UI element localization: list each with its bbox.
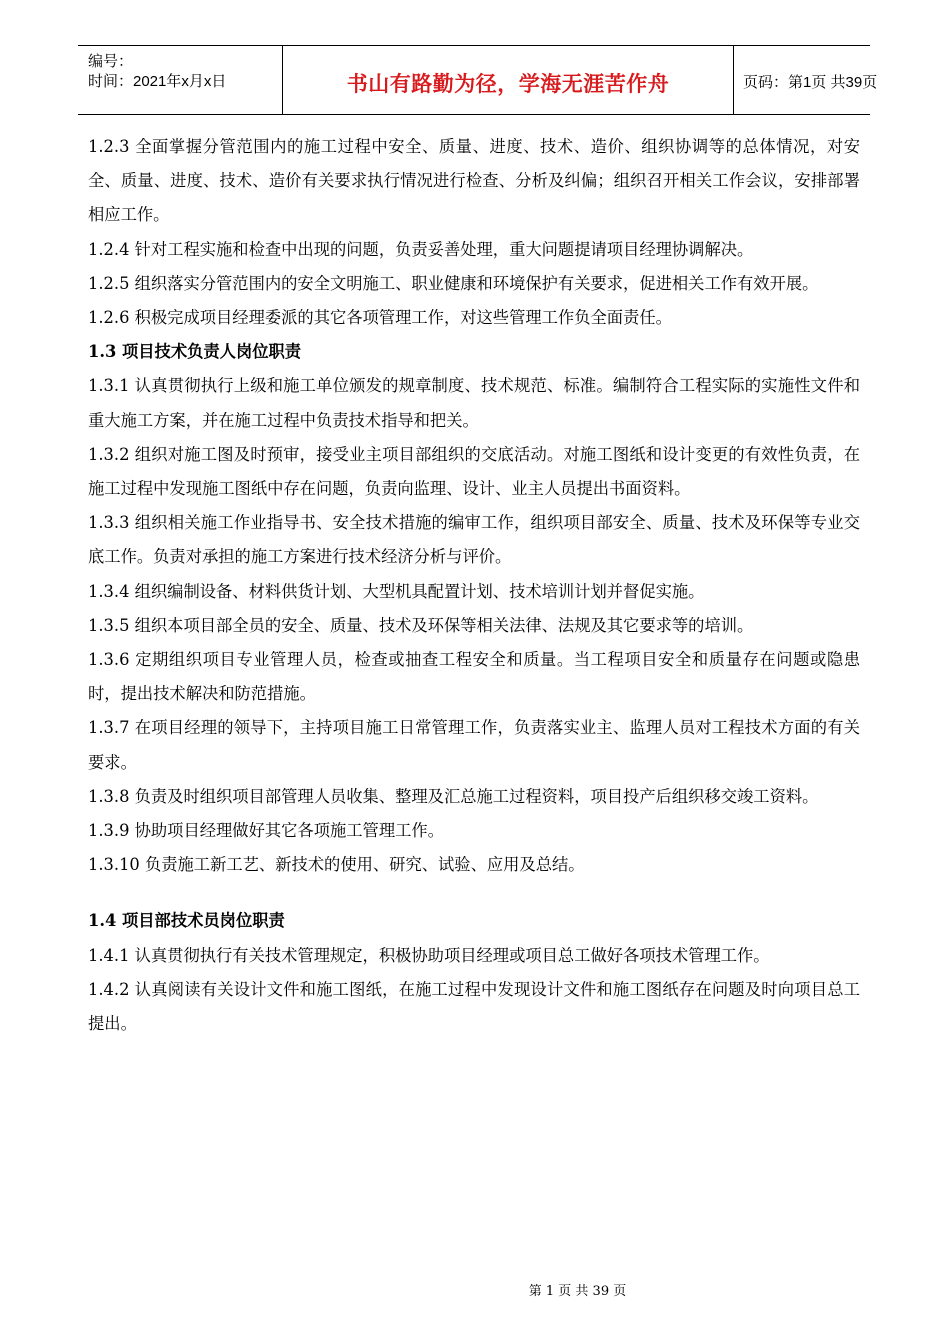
page-header [78, 45, 878, 115]
header-page-cell [733, 46, 878, 114]
section-spacer [88, 882, 860, 904]
page-footer [0, 1280, 950, 1299]
document-number-label: 编号： [88, 53, 134, 70]
paragraph-1-3-4: 1.3.4 组织编制设备、材料供货计划、大型机具配置计划、技术培训计划并督促实施。 [88, 581, 705, 601]
footer-page-number: 第 1 页 共 39 页 [528, 1284, 627, 1299]
header-motto: 书山有路勤为径，学海无涯苦作舟 [346, 72, 670, 96]
header-motto-cell [282, 46, 734, 114]
paragraph-1-4-1: 1.4.1 认真贯彻执行有关技术管理规定，积极协助项目经理或项目总工做好各项技术管理工作。 [88, 945, 770, 965]
paragraph-1-3-1: 1.3.1 认真贯彻执行上级和施工单位颁发的规章制度、技术规范、标准。编制符合工程实际的实施性文件和重大施工方案，并在施工过程中负责技术指导和把关。 [88, 376, 860, 430]
paragraph-1-3-3: 1.3.3 组织相关施工作业指导书、安全技术措施的编审工作，组织项目部安全、质量、技术及环保等专业交底工作。负责对承担的施工方案进行技术经济分析与评价。 [88, 513, 860, 567]
paragraph-1-2-6: 1.2.6 积极完成项目经理委派的其它各项管理工作，对这些管理工作负全面责任。 [88, 308, 672, 328]
paragraph-1-3-10: 1.3.10 负责施工新工艺、新技术的使用、研究、试验、应用及总结。 [88, 855, 585, 875]
header-page-info: 页码：第1页 共39页 [743, 74, 878, 91]
paragraph-1-2-3: 1.2.3 全面掌握分管范围内的施工过程中安全、质量、进度、技术、造价、组织协调等的总体情况，对安全、质量、进度、技术、造价有关要求执行情况进行检查、分析及纠偏；组织召开相关工作会议，安排部署相应工作。 [88, 137, 860, 225]
paragraph-1-3-9: 1.3.9 协助项目经理做好其它各项施工管理工作。 [88, 821, 444, 841]
document-body [88, 130, 860, 1041]
document-date-label: 时间：2021年x月x日 [88, 73, 227, 90]
section-heading-1-3: 1.3 项目技术负责人岗位职责 [88, 342, 302, 362]
paragraph-1-2-4: 1.2.4 针对工程实施和检查中出现的问题，负责妥善处理，重大问题提请项目经理协调解决。 [88, 239, 754, 259]
paragraph-1-4-2: 1.4.2 认真阅读有关设计文件和施工图纸，在施工过程中发现设计文件和施工图纸存在问题及时向项目总工提出。 [88, 979, 860, 1034]
paragraph-1-2-5: 1.2.5 组织落实分管范围内的安全文明施工、职业健康和环境保护有关要求，促进相关工作有效开展。 [88, 273, 819, 293]
paragraph-1-3-6: 1.3.6 定期组织项目专业管理人员，检查或抽查工程安全和质量。当工程项目安全和质量存在问题或隐患时，提出技术解决和防范措施。 [88, 650, 860, 704]
header-meta-cell [78, 46, 282, 114]
paragraph-1-3-5: 1.3.5 组织本项目部全员的安全、质量、技术及环保等相关法律、法规及其它要求等的培训。 [88, 615, 754, 635]
paragraph-1-3-8: 1.3.8 负责及时组织项目部管理人员收集、整理及汇总施工过程资料，项目投产后组织移交竣工资料。 [88, 786, 819, 806]
paragraph-1-3-7: 1.3.7 在项目经理的领导下，主持项目施工日常管理工作，负责落实业主、监理人员对工程技术方面的有关要求。 [88, 718, 860, 772]
paragraph-1-3-2: 1.3.2 组织对施工图及时预审，接受业主项目部组织的交底活动。对施工图纸和设计变更的有效性负责，在施工过程中发现施工图纸中存在问题，负责向监理、设计、业主人员提出书面资料。 [88, 444, 860, 499]
section-heading-1-4: 1.4 项目部技术员岗位职责 [88, 911, 285, 931]
